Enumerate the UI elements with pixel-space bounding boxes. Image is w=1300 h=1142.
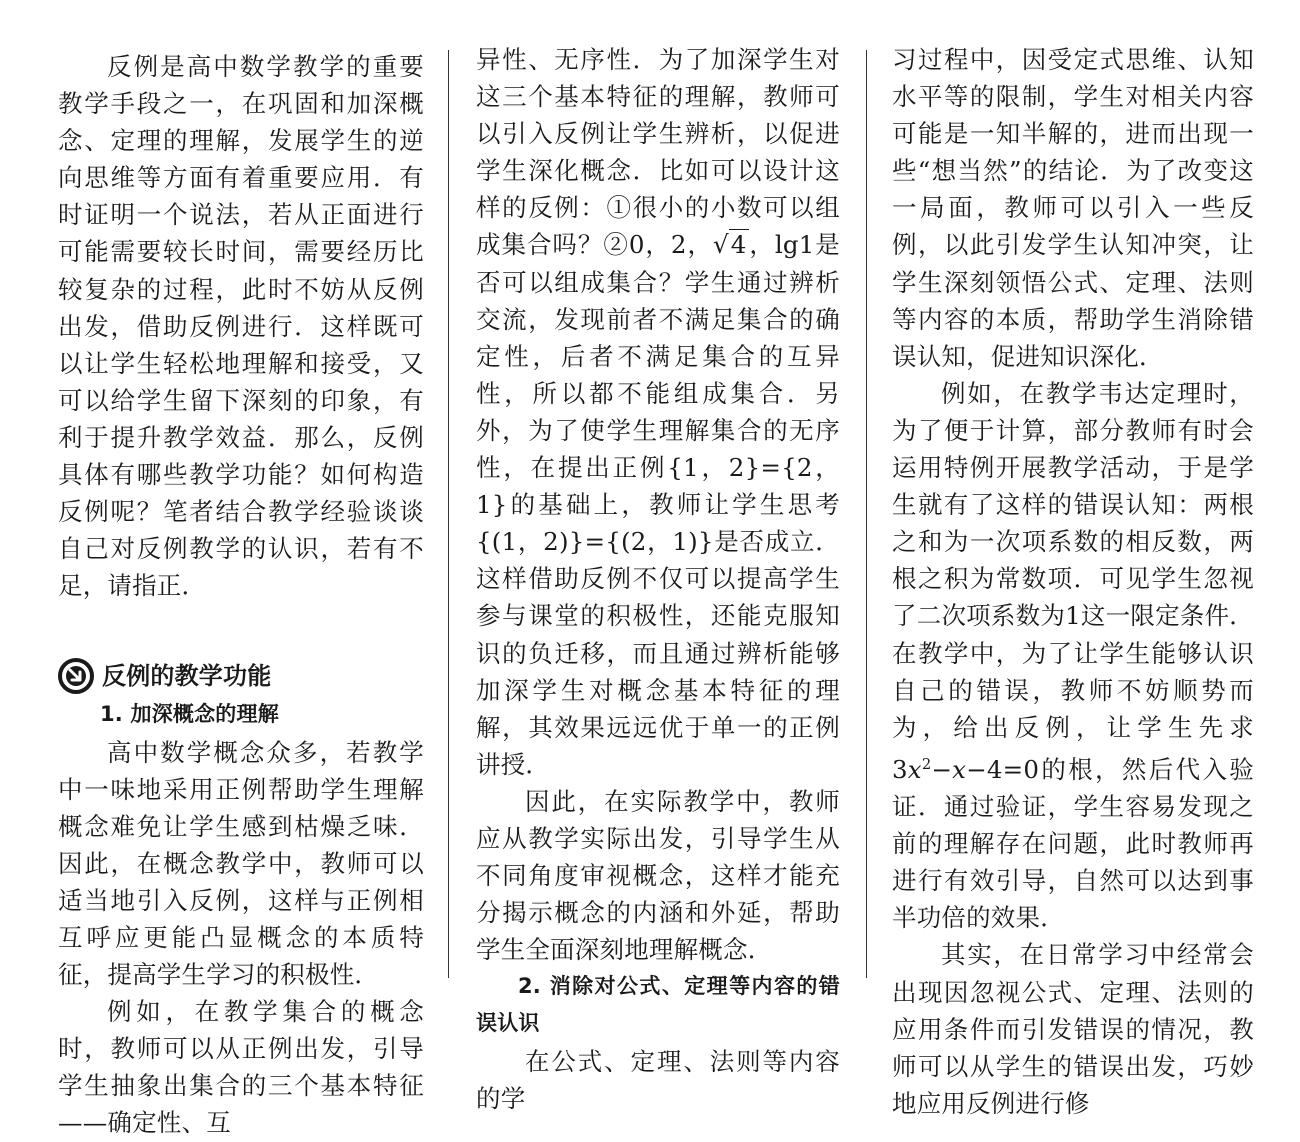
paragraph: 其实，在日常学习中经常会出现因忽视公式、定理、法则的应用条件而引发错误的情况，教师可以从学生的错误出发，巧妙地应用反例进行修 [892, 940, 1254, 1118]
text-run: ，lg1是否可以组成集合？学生通过辨析交流，发现前者不满足集合的确定性，后者不满足集合的互异性，所以都不能组成集合．另外，为了使学生理解集合的无序性，在提出正例{1，2}={2，1}的基础上，教师让学生思考{(1，2)}={(2，1)}是否成立．这样借助反例不仅可以提高学生参与课堂的积极性，还能克服知识的负迁移，而且通过辨析能够加深学生对概念基本特征的理解，其效果远远优于单一的正例讲授． [476, 230, 840, 779]
column-1 [58, 48, 424, 1142]
subsection-title-2: 2. 消除对公式、定理等内容的错误认识 [476, 974, 840, 1036]
paragraph: 在公式、定理、法则等内容的学 [476, 1046, 840, 1113]
paragraph: 习过程中，因受定式思维、认知水平等的限制，学生对相关内容可能是一知半解的，进而出现一些“想当然”的结论．为了改变这一局面，教师可以引入一些反例，以此引发学生认知冲突，让学生深刻领悟公式、定理、法则等内容的本质，帮助学生消除错误认知，促进知识深化． [892, 45, 1254, 371]
text-run: 的根，然后代入验证．通过验证，学生容易发现之前的理解存在问题，此时教师再进行有效引导，自然可以达到事半功倍的效果． [892, 754, 1254, 933]
paragraph [476, 41, 840, 783]
intro-paragraph: 反例是高中数学教学的重要教学手段之一，在巩固和加深概念、定理的理解，发展学生的逆向思维等方面有着重要应用．有时证明一个说法，若从正面进行可能需要较长时间，需要经历比较复杂的过程，此时不妨从反例出发，借助反例进行．这样既可以让学生轻松地理解和接受，又可以给学生留下深刻的印象，有利于提升教学效益．那么，反例具体有哪些教学功能？如何构造反例呢？笔者结合教学经验谈谈自己对反例教学的认识，若有不足，请指正． [58, 52, 424, 601]
column-2 [476, 41, 840, 1117]
text-run: 异性、无序性．为了加深学生对这三个基本特征的理解，教师可以引入反例让学生辨析，以促进学生深化概念．比如可以设计这样的反例：①很小的小数可以组成集合吗？②0，2， [476, 45, 840, 260]
section-heading [58, 656, 424, 696]
paragraph: 例如，在教学集合的概念时，教师可以从正例出发，引导学生抽象出集合的三个基本特征——确定性、互 [58, 997, 424, 1138]
eq-var: x [952, 754, 967, 784]
subsection-title-1: 1. 加深概念的理解 [100, 702, 279, 727]
sqrt-expression: √4 [712, 230, 747, 260]
eq-exp: 2 [921, 755, 932, 773]
eq-var: x [907, 754, 922, 784]
equation [892, 755, 1039, 784]
column-divider [448, 50, 449, 978]
text-run: 例如，在教学韦达定理时，为了便于计算，部分教师有时会运用特例开展教学活动，于是学生就有了这样的错误认知：两根之和为一次项系数的相反数，两根之积为常数项．可见学生忽视了二次项系数为1这一限定条件．在教学中，为了让学生能够认识自己的错误，教师不妨顺势而为，给出反例，让学生先求 [892, 378, 1254, 742]
column-3 [892, 41, 1254, 1122]
paragraph: 因此，在实际教学中，教师应从教学实际出发，引导学生从不同角度审视概念，这样才能充分揭示概念的内涵和外延，帮助学生全面深刻地理解概念． [476, 786, 840, 965]
eq-coef: 3 [892, 754, 908, 784]
paragraph: 高中数学概念众多，若教学中一味地采用正例帮助学生理解概念难免让学生感到枯燥乏味．因此，在概念教学中，教师可以适当地引入反例，这样与正例相互呼应更能凸显概念的本质特征，提高学生学习的积极性． [58, 737, 424, 990]
section-title: 反例的教学功能 [102, 661, 272, 690]
column-divider [866, 50, 867, 978]
eq-part: −4=0 [966, 754, 1040, 784]
sqrt-radicand: 4 [730, 230, 747, 260]
eq-part: − [931, 754, 953, 784]
paragraph [892, 375, 1254, 937]
circled-arrow-icon [58, 658, 94, 694]
